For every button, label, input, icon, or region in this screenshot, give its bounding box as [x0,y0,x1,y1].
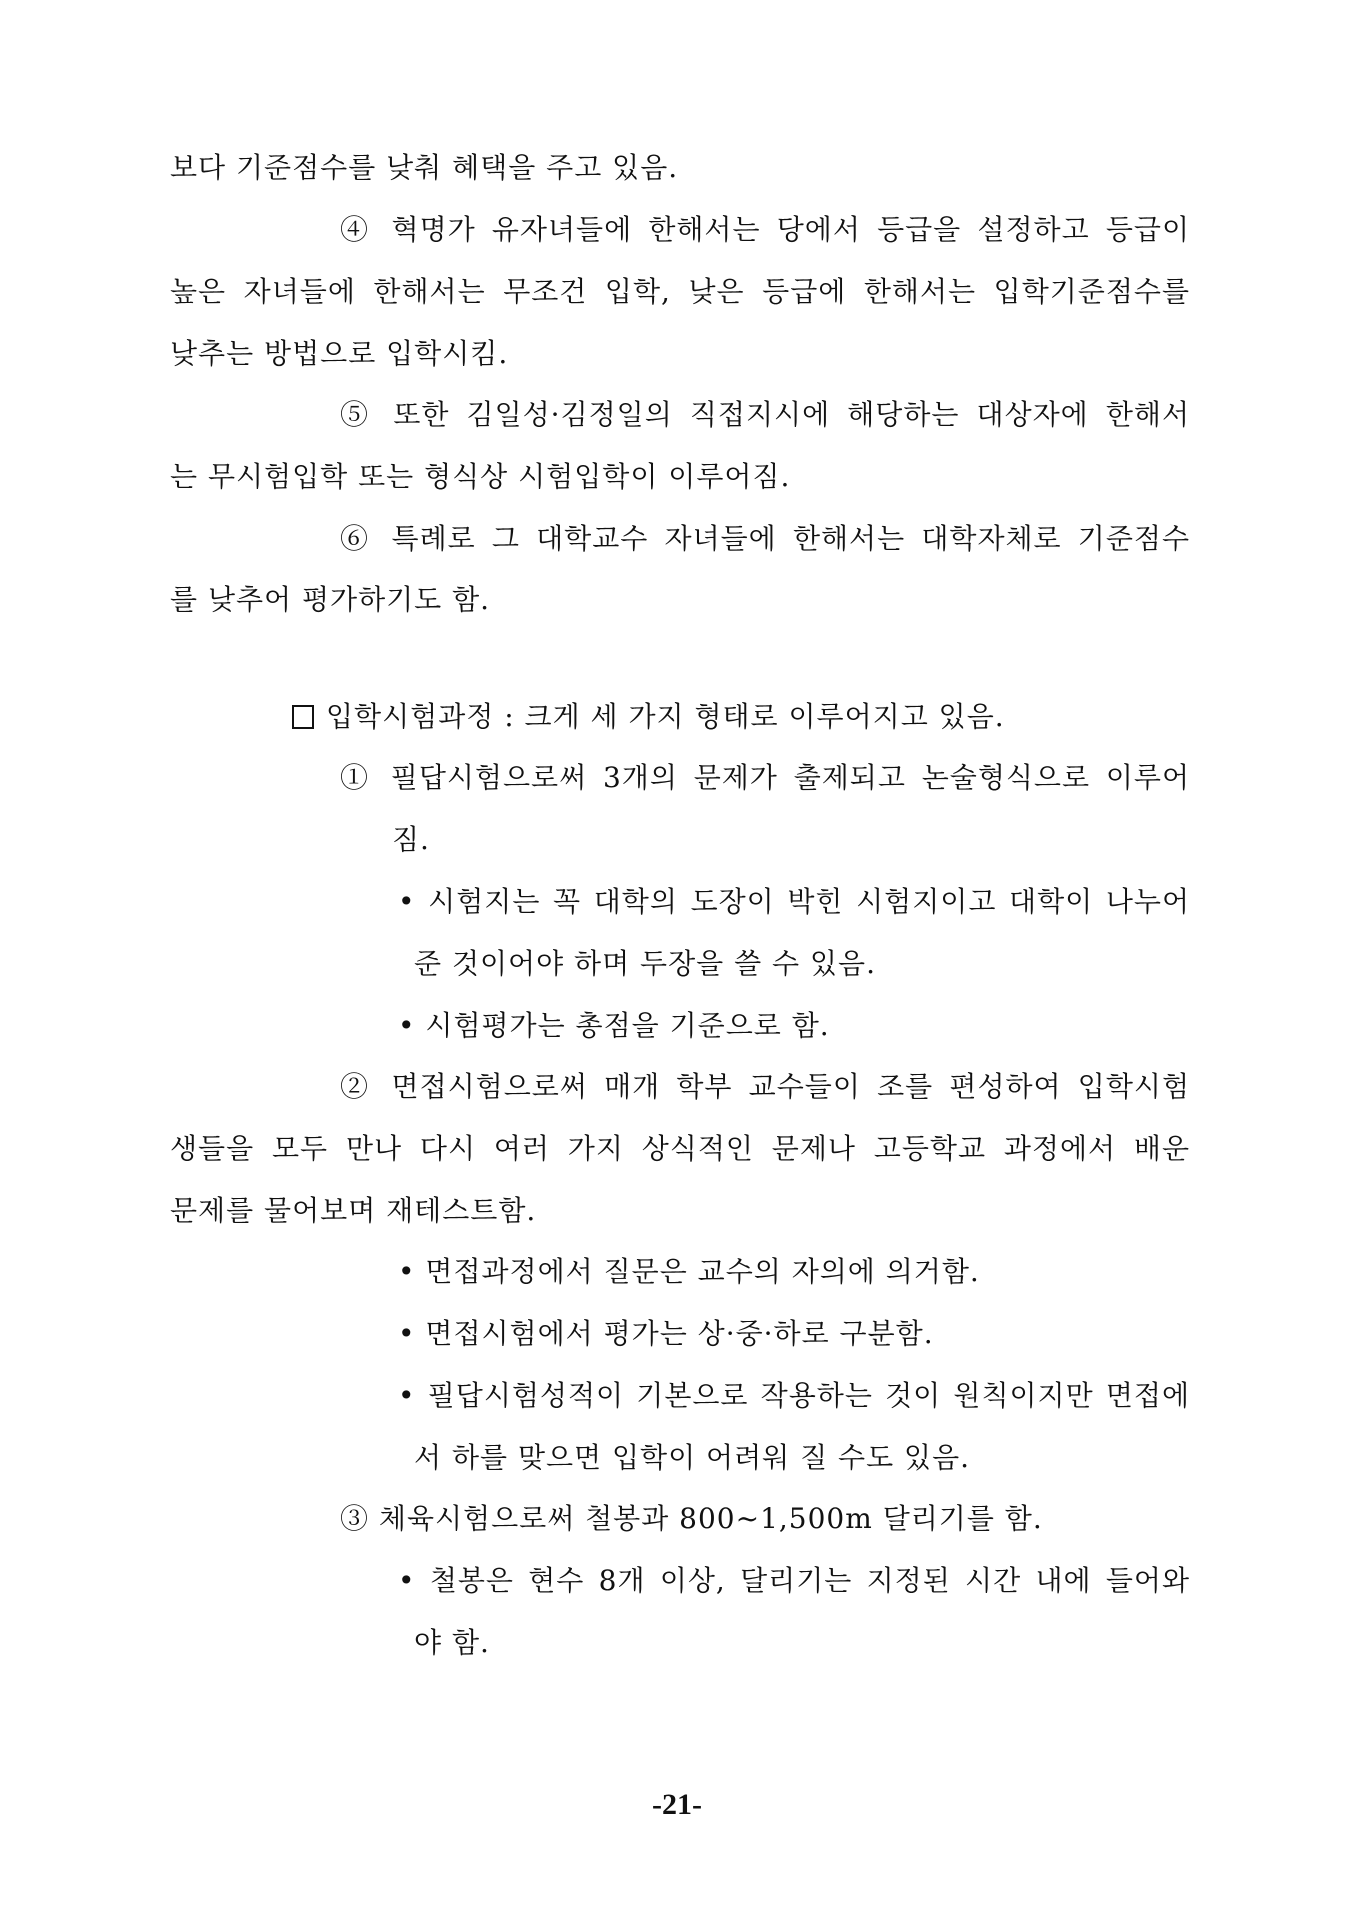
page-number: -21- [652,1788,702,1821]
section-heading-text: 입학시험과정 : 크게 세 가지 형태로 이루어지고 있음. [326,700,1005,733]
bullet-interview-weight-line-2: 서 하를 맞으면 입학이 어려워 질 수도 있음. [414,1441,971,1474]
written-exam-line-2: 짐. [392,823,430,856]
bullet-interview-questions: • 면접과정에서 질문은 교수의 자의에 의거함. [398,1255,980,1288]
list-item-5-line-2: 는 무시험입학 또는 형식상 시험입학이 이루어짐. [170,460,791,493]
list-item-4-line-2: 높은 자녀들에 한해서는 무조건 입학, 낮은 등급에 한해서는 입학기준점수를 [170,275,1190,308]
paragraph-line: 보다 기준점수를 낮춰 혜택을 주고 있음. [170,151,679,184]
checkbox-icon [292,705,314,729]
list-item-4-line-3: 낮추는 방법으로 입학시킴. [170,337,509,370]
bullet-exam-paper-line-2: 준 것이어야 하며 두장을 쓸 수 있음. [414,947,876,980]
section-heading [292,699,1190,735]
list-item-6-line-2: 를 낮추어 평가하기도 함. [170,583,491,616]
bullet-interview-grading: • 면접시험에서 평가는 상·중·하로 구분함. [398,1317,934,1350]
bullet-interview-weight-line-1: • 필답시험성적이 기본으로 작용하는 것이 원칙이지만 면접에 [398,1379,1190,1412]
bullet-exam-paper-line-1: • 시험지는 꼭 대학의 도장이 박힌 시험지이고 대학이 나누어 [398,885,1190,918]
physical-exam-line: ③ 체육시험으로써 철봉과 800~1,500m 달리기를 함. [340,1502,1043,1535]
interview-exam-line-1: ② 면접시험으로써 매개 학부 교수들이 조를 편성하여 입학시험 [340,1070,1190,1103]
bullet-exam-evaluation: • 시험평가는 총점을 기준으로 함. [398,1009,830,1042]
interview-exam-line-2: 생들을 모두 만나 다시 여러 가지 상식적인 문제나 고등학교 과정에서 배운 [170,1132,1190,1165]
list-item-4-line-1: ④ 혁명가 유자녀들에 한해서는 당에서 등급을 설정하고 등급이 [340,213,1190,246]
list-item-5-line-1: ⑤ 또한 김일성·김정일의 직접지시에 해당하는 대상자에 한해서 [340,398,1190,431]
written-exam-line-1: ① 필답시험으로써 3개의 문제가 출제되고 논술형식으로 이루어 [340,761,1190,794]
bullet-physical-line-2: 야 함. [414,1626,490,1659]
list-item-6-line-1: ⑥ 특례로 그 대학교수 자녀들에 한해서는 대학자체로 기준점수 [340,522,1190,555]
interview-exam-line-3: 문제를 물어보며 재테스트함. [170,1194,537,1227]
bullet-physical-line-1: • 철봉은 현수 8개 이상, 달리기는 지정된 시간 내에 들어와 [398,1564,1190,1597]
